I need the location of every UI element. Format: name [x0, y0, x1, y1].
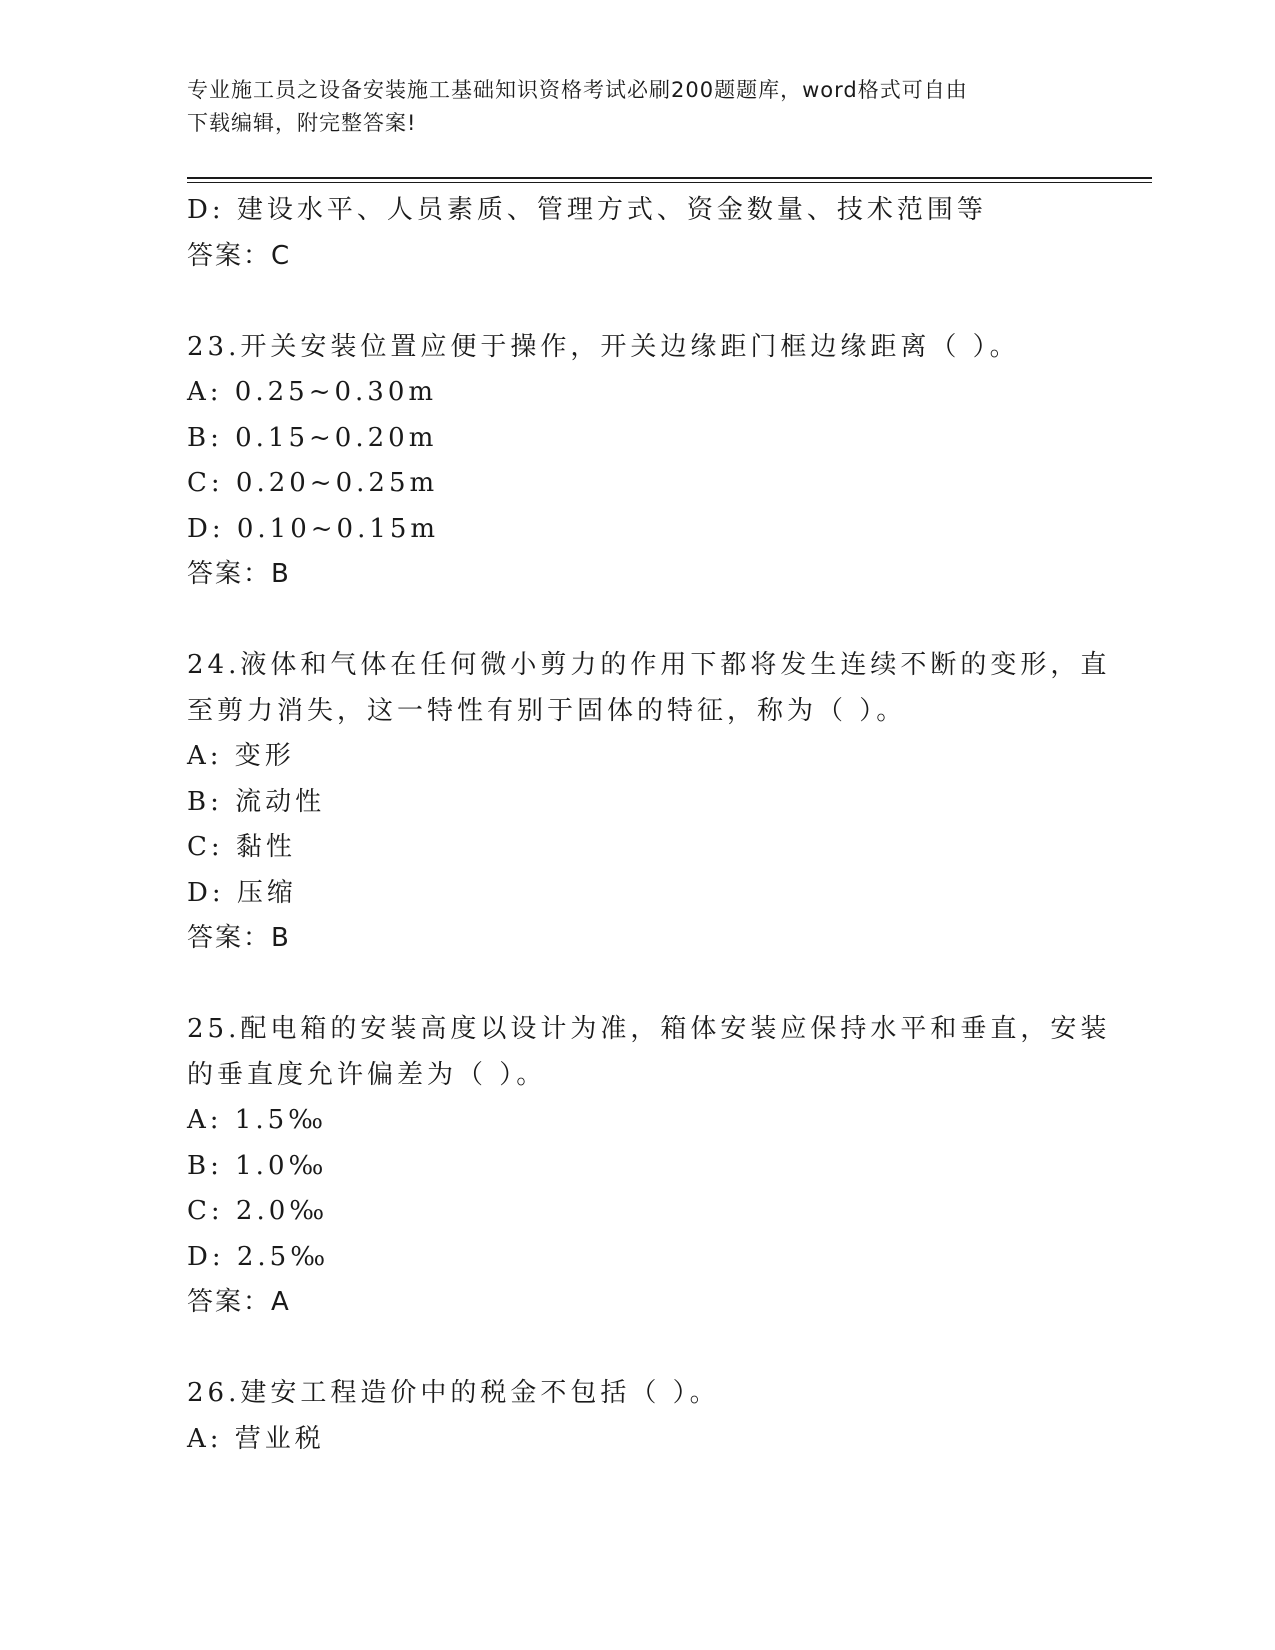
carryover-option-d: D: 建设水平、人员素质、管理方式、资金数量、技术范围等 — [187, 195, 987, 225]
carryover-answer: 答案：C — [187, 240, 292, 271]
question-24-option-c: C: 黏性 — [187, 832, 296, 862]
question-24-option-d: D: 压缩 — [187, 877, 297, 908]
spacer — [187, 1326, 1077, 1372]
document-header — [187, 74, 1067, 140]
question-25-option-a: A: 1.5‰ — [187, 1105, 328, 1135]
question-24-answer: 答案：B — [187, 923, 291, 953]
question-25-answer: 答案：A — [187, 1287, 291, 1317]
document-body — [187, 188, 1111, 1462]
question-25-option-c: C: 2.0‰ — [187, 1196, 329, 1226]
spacer — [187, 279, 1077, 325]
header-title-line-1: 专业施工员之设备安装施工基础知识资格考试必刷200题题库，word格式可自由 — [187, 78, 968, 102]
question-26-option-a: A: 营业税 — [187, 1423, 325, 1454]
header-divider-thin — [187, 182, 1152, 183]
question-25-option-b: B: 1.0‰ — [187, 1150, 328, 1181]
question-25-text-line-1: 25.配电箱的安装高度以设计为准，箱体安装应保持水平和垂直，安装 — [187, 1014, 1111, 1044]
header-title-line-2: 下载编辑，附完整答案! — [187, 111, 417, 135]
question-26-text: 26.建安工程造价中的税金不包括（ ）。 — [187, 1378, 720, 1408]
question-24-option-a: A: 变形 — [187, 741, 295, 771]
question-25-text-line-2: 的垂直度允许偏差为（ ）。 — [187, 1059, 547, 1090]
question-25-option-d: D: 2.5‰ — [187, 1241, 330, 1272]
question-23-option-d: D: 0.10~0.15m — [187, 513, 440, 544]
question-23-option-c: C: 0.20~0.25m — [187, 468, 439, 498]
question-24-text-line-2: 至剪力消失，这一特性有别于固体的特征，称为（ ）。 — [187, 695, 907, 726]
question-24-text-line-1: 24.液体和气体在任何微小剪力的作用下都将发生连续不断的变形，直 — [187, 650, 1111, 680]
question-23-option-b: B: 0.15~0.20m — [187, 422, 438, 453]
question-23-text: 23.开关安装位置应便于操作，开关边缘距门框边缘距离（ ）。 — [187, 331, 1020, 362]
question-23-answer: 答案：B — [187, 559, 291, 589]
spacer — [187, 598, 1077, 644]
question-23-option-a: A: 0.25~0.30m — [187, 377, 438, 407]
spacer — [187, 962, 1077, 1008]
header-divider-thick — [187, 177, 1152, 179]
question-24-option-b: B: 流动性 — [187, 786, 326, 817]
